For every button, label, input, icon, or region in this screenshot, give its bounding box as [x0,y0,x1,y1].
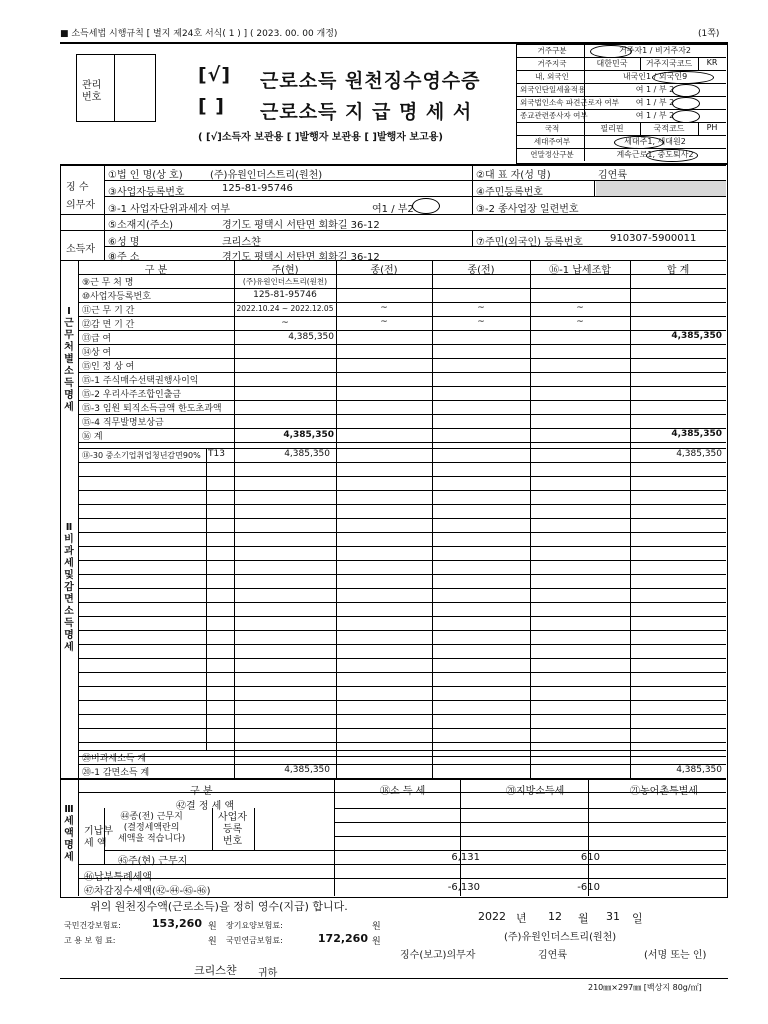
f4-label: ④주민등록번호 [476,187,543,198]
income-header-5: 합 계 [666,265,690,276]
earner-side: 소득자 [66,244,95,255]
settlement-circle [646,149,698,162]
residency-label-4: 외국법인소속 파견근로자 여부 [520,98,619,107]
exempt-first-label: ⑱-30 중소기업취업청년감면90% [82,451,201,460]
f1-label: ①법 인 명(상 호) [108,170,183,181]
mgmt-label: 관리 번호 [82,80,102,103]
income-header-1: 주(현) [271,265,299,276]
tax-r72: ㊷결 정 세 액 [176,801,235,812]
f6-label: ⑥성 명 [108,237,140,248]
income-row-tax-2: ~ [576,303,584,313]
recipient-name: 크리스챤 [194,964,237,977]
tax-h-income: ⑱소 득 세 [380,786,426,797]
residency-label-2: 내, 외국인 [535,72,569,81]
income-row-cur-0: (주)유원인더스트리(원천) [242,277,328,286]
date-month: 12 [548,910,562,923]
page-number: (1쪽) [698,29,720,39]
income-row-label-10: ⑮-4 직무발명보상금 [82,418,164,428]
income-header-2: 종(전) [370,265,398,276]
f7-label: ⑦주민(외국인) 등록번호 [476,237,583,248]
tax-paid-label: 기납부 세 액 [84,826,113,849]
income-header-0: 구 분 [144,265,168,276]
won-4: 원 [372,937,381,947]
won-3: 원 [208,937,217,947]
tax-biz-no: 사업자 등록 번호 [218,812,247,847]
duty-label: 징수(보고)의무자 [400,950,476,961]
residency-label-6: 국적 [544,124,560,133]
exempt-r201-total: 4,385,350 [676,765,722,775]
income-row-label-7: ⑮-1 주식매수선택권행사이익 [82,376,199,386]
income-row-label-3: ⑫감 면 기 간 [82,320,135,330]
tax-r75-local: 610 [580,852,600,863]
income-row-label-2: ⑪근 무 기 간 [82,306,135,316]
recipient-honor: 귀하 [258,968,278,979]
f5-value: 경기도 평택시 서탄면 회화길 36-12 [222,220,380,231]
residency-value-2: 내국인1 / 외국인9 [622,72,688,81]
title-line-2: 근로소득 지 급 명 세 서 [260,101,473,123]
residency-value-7: 세대주1, 세대원2 [624,137,686,146]
section-2-label: Ⅱ 비 과 세 및 감 면 소 득 명 세 [64,522,74,653]
income-row-label-6: ⑮인 정 상 여 [82,362,135,372]
duty-name: 김연륙 [538,950,567,961]
pension-label: 국민연금보험료: [226,936,283,945]
section-3-label: Ⅲ 세 액 명 세 [64,804,74,863]
won-1: 원 [208,922,217,932]
exempt-first-code: T13 [208,449,225,459]
householder-circle [614,136,664,149]
section-1-label: Ⅰ 근 무 처 별 소 득 명 세 [64,306,74,413]
single-rate-circle [672,84,700,97]
f7-value: 910307-5900011 [610,233,697,244]
health-ins-value: 153,260 [151,917,202,930]
masked-id-number [596,181,726,196]
title-line-1: 근로소득 원천징수영수증 [260,70,481,92]
income-row-p2-3: ~ [477,317,485,327]
f8-value: 경기도 평택시 서탄면 회화길 36-12 [222,252,380,263]
f31-circle [412,198,440,214]
ltc-ins-label: 장기요양보험료: [226,921,283,930]
f2-label: ②대 표 자(성 명) [476,170,551,181]
f5-label: ⑤소재지(주소) [108,220,174,231]
income-row-cur-11: 4,385,350 [283,430,334,440]
f31-label: ③-1 사업자단위과세자 여부 [108,204,230,215]
tax-h-rural: ㉑농어촌특별세 [630,786,698,797]
tax-r77: ㊼차감징수세액(㊷-㊹-㊺-㊻) [84,886,211,897]
exempt-r201-label: ⑳-1 감면소득 계 [82,768,150,778]
income-row-p1-2: ~ [380,303,388,313]
residency-label-3: 외국인단일세율적용 [520,85,586,94]
income-row-label-5: ⑭상 여 [82,348,112,358]
income-row-p2-2: ~ [477,303,485,313]
residency-label2-6: 국적코드 [653,124,685,133]
f6-value: 크리스챤 [222,237,261,248]
income-row-cur-3: ~ [281,318,289,328]
residency-value2-1: KR [706,58,718,67]
date-y: 년 [516,912,527,925]
tax-r77-local: -610 [577,882,600,893]
residency-label-8: 연말정산구분 [530,150,574,159]
tax-r75-income: 6,131 [451,852,480,863]
withholder-side-1: 징 수 [66,182,89,193]
tax-r75: ㊺주(현) 근무지 [118,856,188,867]
f3-label: ③사업자등록번호 [108,187,185,198]
exempt-first-total: 4,385,350 [676,449,722,459]
pension-value: 172,260 [317,932,368,945]
income-header-3: 종(전) [467,265,495,276]
residency-value-4: 여 1 / 부 2 [635,98,675,107]
foreigner-circle [652,71,714,84]
residency-label-7: 세대주여부 [533,137,571,146]
date-m: 월 [578,912,589,925]
usage-line: ( [√]소득자 보관용 [ ]발행자 보관용 [ ]발행자 보고용) [198,132,443,143]
tax-h-local: ⑳지방소득세 [506,786,565,797]
f31-value: 여1 / 부2 [372,204,414,215]
f32-label: ③-2 종사업장 일련번호 [476,204,579,215]
income-header-4: ⑯-1 납세조합 [549,265,611,276]
income-row-total-4: 4,385,350 [671,331,722,341]
income-row-label-11: ⑯ 계 [82,432,103,442]
form-reference: ■ 소득세법 시행규칙 [ 별지 제24호 서식( 1 ) ] ( 2023. 00. 00 개정) [60,29,338,39]
income-row-label-0: ⑨근 무 처 명 [82,278,134,288]
exempt-r201-cur: 4,385,350 [284,765,330,775]
income-row-p1-3: ~ [380,317,388,327]
exempt-first-cur: 4,385,350 [284,449,330,459]
date-year: 2022 [478,910,506,923]
title-check-2: [ ] [198,95,225,117]
tax-r77-income: -6,130 [447,882,480,893]
residency-label2-1: 거주지국코드 [645,59,693,68]
residency-label-5: 종교관련종사자 여부 [520,111,588,120]
residency-value-5: 여 1 / 부 2 [635,111,675,120]
income-row-label-4: ⑬급 여 [82,334,112,344]
health-ins-label: 국민건강보험료: [64,921,121,930]
income-row-total-11: 4,385,350 [671,429,722,439]
income-row-cur-1: 125-81-95746 [253,290,317,300]
exempt-r20-label: ⑳비과세소득 계 [82,754,147,764]
won-2: 원 [372,922,381,932]
residency-value-1: 대한민국 [596,59,628,68]
residency-label-0: 거주구분 [537,46,567,55]
income-row-cur-2: 2022.10.24 ~ 2022.12.05 [236,304,334,313]
dispatch-circle [672,97,700,110]
residency-value-3: 여 1 / 부 2 [635,85,675,94]
date-d: 일 [632,912,643,925]
income-row-label-8: ⑮-2 우리사주조합인출금 [82,390,182,400]
tax-r76: ㊻납부특례세액 [84,872,152,883]
date-day: 31 [606,910,620,923]
tax-r74: ㊹종(전) 근무지 (결정세액란의 세액을 적습니다) [118,812,186,844]
income-row-tax-3: ~ [576,317,584,327]
withholder-side-2: 의무자 [66,200,95,211]
f1-value: (주)유원인더스트리(원천) [210,170,323,181]
sign-label: (서명 또는 인) [644,950,707,961]
f3-value: 125-81-95746 [222,183,293,194]
income-row-cur-4: 4,385,350 [288,332,334,342]
residency-value-6: 필리핀 [600,124,624,133]
residency-value-0: 거주자1 / 비거주자2 [618,46,692,55]
f2-value: 김연륙 [598,170,627,181]
resident-circle [590,45,632,58]
emp-ins-label: 고 용 보 험 료: [64,936,116,945]
residency-label-1: 거주지국 [537,59,567,68]
income-row-label-9: ⑮-3 임원 퇴직소득금액 한도초과액 [82,404,222,414]
footer-statement: 위의 원천징수액(근로소득)을 정히 영수(지급) 합니다. [90,900,348,913]
religion-circle [672,110,700,123]
residency-value2-6: PH [706,123,718,132]
income-row-label-1: ⑩사업자등록번호 [82,292,151,302]
paper-spec: 210㎜×297㎜ [백상지 80g/㎡] [588,983,702,992]
title-check-1: [√] [198,64,232,86]
signer-company: (주)유원인더스트리(원천) [504,932,617,943]
f8-label: ⑧주 소 [108,252,140,263]
residency-value-8: 계속근로1, 중도퇴사2 [616,150,694,159]
tax-h-gubun: 구 분 [190,786,213,797]
